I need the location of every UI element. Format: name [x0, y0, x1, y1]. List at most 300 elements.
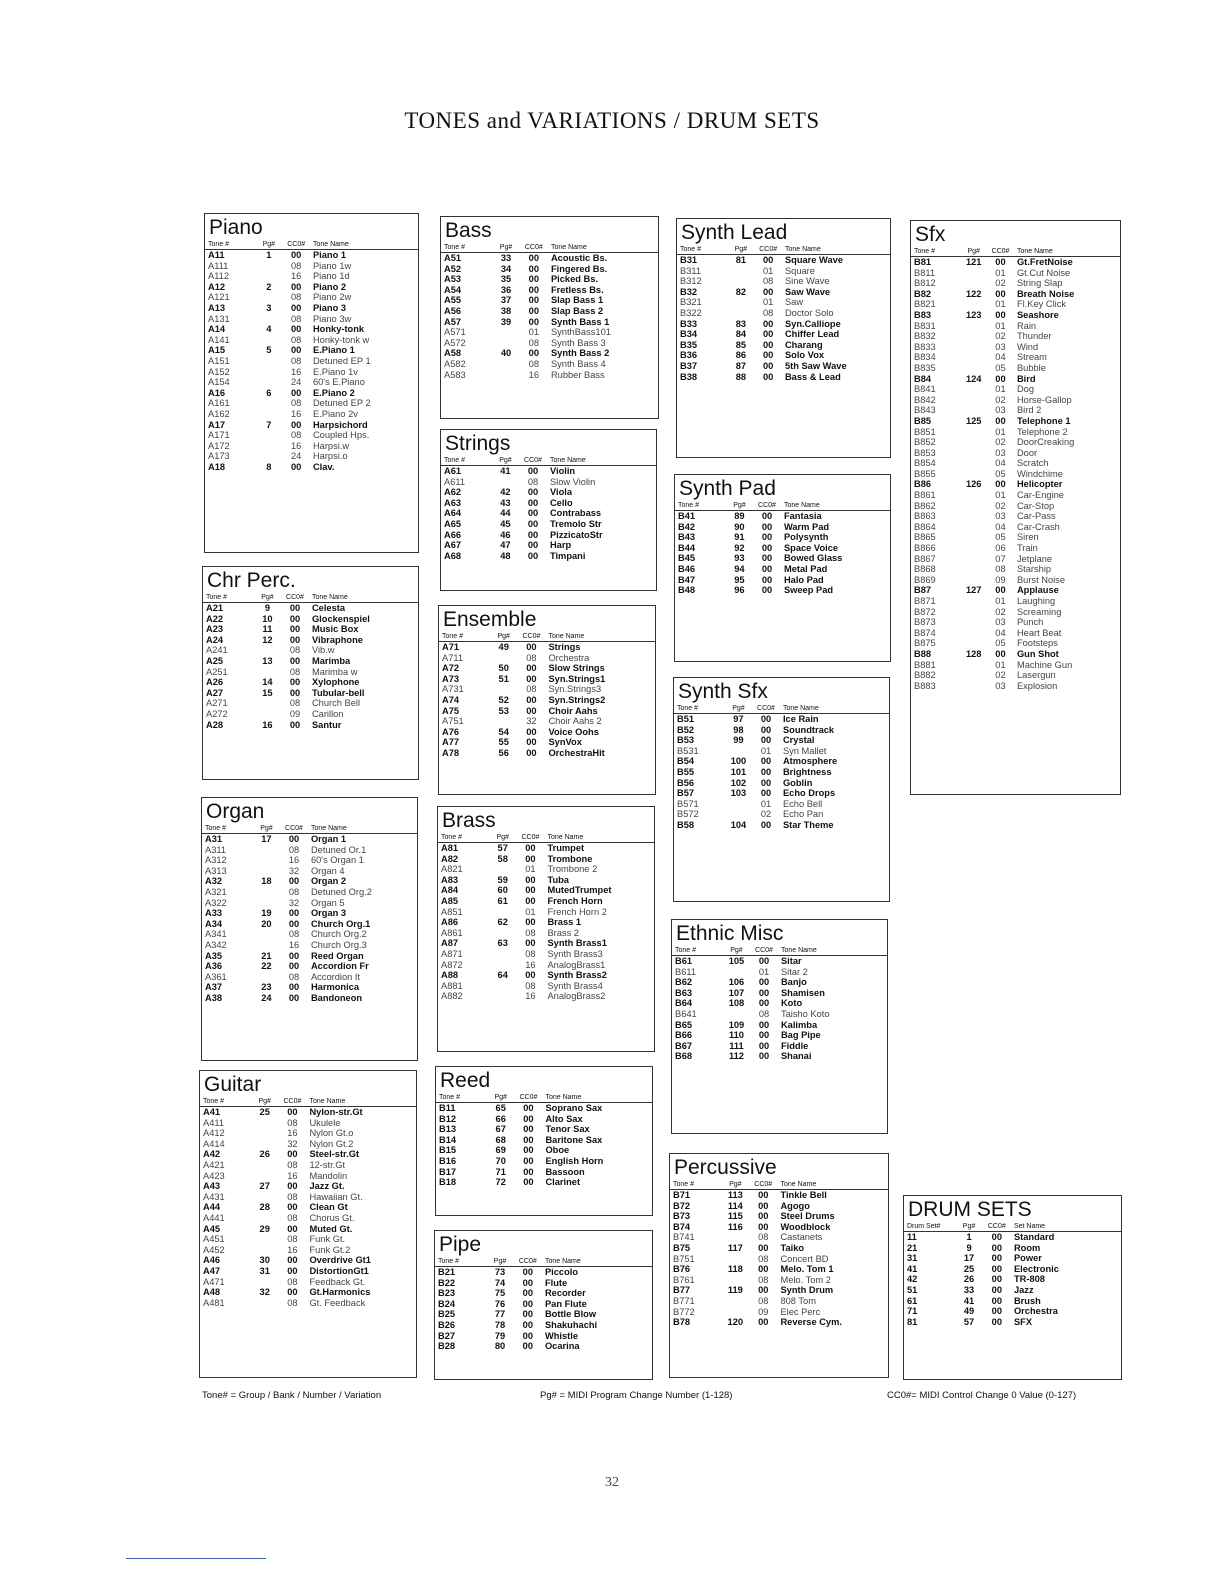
table-row: [911, 299, 1120, 310]
tone-number: B321: [680, 297, 702, 308]
cc0-value: 08: [290, 334, 302, 345]
program-number: 24: [261, 992, 272, 1003]
column-header: Tone Name: [781, 946, 887, 956]
program-number: 74: [494, 1277, 506, 1288]
table-row: [439, 663, 655, 674]
cc0-value: 04: [995, 521, 1006, 532]
tone-name: Fantasia: [783, 511, 822, 521]
program-number: 89: [734, 511, 745, 521]
cc0-value: 01: [995, 320, 1006, 331]
tone-number: A571: [444, 327, 466, 338]
column-header: Pg#: [258, 240, 279, 250]
section-title: Reed: [440, 1069, 491, 1092]
table-row: [911, 532, 1120, 543]
tone-name: PizzicatoStr: [549, 529, 603, 540]
program-number: [495, 327, 516, 338]
column-header: CC0#: [517, 243, 551, 253]
program-number: 77: [494, 1309, 506, 1320]
tone-number: B751: [673, 1253, 695, 1264]
cc0-value: 00: [290, 250, 302, 260]
tone-table: [441, 243, 658, 380]
table-row: [911, 416, 1120, 427]
column-header: CC0#: [513, 833, 547, 843]
table-row: [436, 1135, 652, 1146]
cc0-value: 00: [290, 281, 302, 292]
cc0-value: 00: [758, 1019, 770, 1030]
cc0-value: 00: [287, 1255, 298, 1266]
program-number: 38: [500, 305, 512, 316]
program-number: [257, 709, 278, 720]
program-number: 60: [497, 885, 508, 896]
tone-number: B41: [678, 511, 696, 521]
program-number: 76: [494, 1298, 506, 1309]
program-number: 58: [497, 853, 508, 864]
program-number: 61: [497, 895, 508, 906]
table-row: [911, 511, 1120, 522]
program-number: [492, 949, 513, 960]
tone-number: A68: [444, 550, 462, 561]
table-row: [911, 331, 1120, 342]
cc0-value: 00: [991, 1284, 1002, 1295]
table-row: [205, 314, 418, 325]
tone-number: A751: [442, 716, 464, 727]
table-row: [675, 522, 890, 533]
cc0-value: 00: [527, 550, 539, 561]
column-header: Tone Name: [1017, 247, 1120, 257]
tone-name: Shanai: [780, 1051, 812, 1062]
tone-number: B862: [914, 500, 936, 511]
tone-number: B641: [675, 1008, 697, 1019]
table-row: [439, 716, 655, 727]
tone-number: A35: [205, 950, 223, 961]
program-number: 49: [498, 642, 509, 652]
program-number: 9: [264, 603, 271, 613]
tone-number: B872: [914, 606, 936, 617]
cc0-value: 00: [527, 529, 539, 540]
cc0-value: 00: [289, 677, 301, 688]
section-pipe: [434, 1230, 653, 1380]
table-row: [438, 938, 654, 949]
tone-name: Ice Rain: [782, 714, 819, 724]
table-row: [200, 1298, 416, 1309]
tone-name: Synth Brass1: [547, 938, 607, 949]
program-number: 52: [498, 694, 509, 705]
tone-number: A871: [441, 948, 463, 959]
program-number: 70: [495, 1155, 506, 1166]
tone-number: B54: [677, 756, 695, 767]
table-row: [205, 282, 418, 293]
tone-number: A11: [208, 250, 225, 260]
tone-name: Synth Brass2: [547, 970, 607, 981]
table-row: [438, 896, 654, 907]
tone-name: Acoustic Bs.: [550, 253, 608, 263]
table-row: [670, 1285, 888, 1296]
program-number: [254, 1213, 275, 1224]
cc0-value: 01: [525, 906, 536, 917]
cc0-value: 00: [528, 274, 539, 285]
tone-name: Crystal: [782, 735, 815, 746]
cc0-value: 08: [290, 398, 302, 409]
tone-name: Dog: [1016, 384, 1035, 395]
table-row: [677, 361, 890, 372]
program-number: [725, 1296, 747, 1307]
program-number: 33: [500, 253, 512, 263]
cc0-value: 08: [287, 1212, 298, 1223]
cc0-value: 08: [762, 307, 774, 318]
tone-name: Feedback Gt.: [309, 1276, 366, 1287]
program-number: [730, 266, 751, 277]
cc0-value: 05: [995, 362, 1006, 373]
tone-name: Detuned EP 1: [312, 355, 371, 366]
table-row: [441, 370, 658, 381]
tone-number: B87: [914, 585, 932, 596]
tone-name: Goblin: [782, 777, 813, 788]
cc0-value: 00: [523, 1124, 534, 1135]
program-number: [963, 617, 984, 628]
tone-number: B11: [439, 1103, 456, 1113]
program-number: [258, 335, 279, 346]
table-row: [202, 898, 417, 909]
cc0-value: 03: [995, 341, 1006, 352]
tone-name: Bassoon: [545, 1166, 585, 1177]
cc0-value: 00: [762, 339, 774, 350]
cc0-value: 16: [525, 991, 536, 1002]
cc0-value: 00: [760, 819, 772, 830]
cc0-value: 00: [991, 1232, 1002, 1242]
tone-name: Clav.: [312, 461, 335, 472]
cc0-value: 08: [528, 358, 539, 369]
tone-name: OrchestraHit: [548, 747, 605, 758]
tone-table: [670, 1180, 888, 1328]
program-number: 1: [266, 250, 272, 260]
tone-name: Synth Brass4: [547, 980, 603, 991]
table-row: [200, 1128, 416, 1139]
program-number: [963, 458, 984, 469]
cc0-value: 00: [526, 642, 537, 652]
tone-number: A86: [441, 917, 459, 928]
tone-name: Koto: [780, 998, 803, 1009]
program-number: 11: [262, 624, 273, 635]
table-row: [904, 1296, 1121, 1307]
cc0-value: 00: [758, 1200, 769, 1211]
tone-table: [677, 245, 890, 382]
program-number: 40: [500, 348, 512, 359]
column-header: CC0#: [749, 704, 783, 714]
cc0-value: 00: [528, 295, 539, 306]
tone-name: Jetplane: [1016, 553, 1053, 564]
tone-table: [202, 824, 417, 1004]
table-row: [672, 956, 887, 967]
program-number: 127: [965, 585, 982, 596]
program-number: [492, 991, 513, 1002]
program-number: [256, 972, 277, 983]
table-row: [675, 585, 890, 596]
cc0-value: 00: [523, 1103, 534, 1113]
tone-name: Saw Wave: [784, 286, 831, 297]
tone-number: B65: [675, 1019, 693, 1030]
tone-name: Star Theme: [782, 819, 834, 830]
tone-number: B48: [678, 585, 696, 596]
table-row: [911, 607, 1120, 618]
program-number: 49: [963, 1306, 975, 1317]
footer-cc0-legend: CC0#= MIDI Control Change 0 Value (0-127): [887, 1390, 1077, 1401]
tone-number: A73: [442, 673, 460, 684]
column-header: Tone Name: [551, 243, 658, 253]
tone-number: B24: [438, 1298, 456, 1309]
cc0-value: 00: [288, 918, 300, 929]
program-number: [963, 352, 984, 363]
tone-number: B61: [675, 956, 693, 966]
column-header: CC0#: [514, 632, 548, 642]
tone-number: A172: [208, 440, 230, 451]
tone-number: B843: [914, 405, 936, 416]
cc0-value: 03: [995, 680, 1006, 691]
section-title: Synth Pad: [679, 477, 776, 500]
table-row: [677, 329, 890, 340]
tone-number: A872: [441, 959, 463, 970]
table-row: [436, 1103, 652, 1114]
program-number: [258, 377, 279, 388]
cc0-value: 00: [522, 1319, 533, 1330]
program-number: 57: [497, 843, 508, 853]
table-row: [911, 522, 1120, 533]
cc0-value: 08: [525, 948, 536, 959]
cc0-value: 00: [761, 585, 773, 596]
section-title: Guitar: [204, 1073, 262, 1096]
tone-number: A23: [206, 624, 224, 635]
program-number: 126: [965, 479, 982, 490]
table-row: [911, 596, 1120, 607]
table-row: [205, 356, 418, 367]
cc0-value: 08: [290, 430, 302, 441]
cc0-value: 00: [995, 309, 1006, 320]
tone-number: B572: [677, 809, 699, 820]
cc0-value: 00: [526, 737, 537, 748]
tone-number: A141: [208, 334, 230, 345]
tone-number: B42: [678, 521, 696, 532]
table-row: [200, 1213, 416, 1224]
tone-table: [200, 1097, 416, 1308]
cc0-value: 08: [288, 971, 300, 982]
program-number: 53: [498, 705, 509, 716]
program-number: [258, 409, 279, 420]
tone-name: Doctor Solo: [784, 307, 834, 318]
program-number: [495, 359, 516, 370]
tone-number: A71: [442, 642, 460, 652]
tone-name: Melo. Tom 2: [780, 1274, 831, 1285]
tone-number: A611: [444, 476, 466, 487]
tone-number: A881: [441, 980, 463, 991]
tone-number: A44: [203, 1202, 221, 1213]
table-row: [202, 919, 417, 930]
tone-name: Accordion It: [310, 971, 361, 982]
tone-table: [205, 240, 418, 472]
tone-table: [439, 632, 655, 759]
tone-number: A47: [203, 1265, 221, 1276]
table-row: [677, 319, 890, 330]
program-number: 75: [494, 1288, 506, 1299]
cc0-value: 08: [758, 1232, 769, 1243]
table-row: [441, 264, 658, 275]
tone-number: B62: [675, 977, 693, 988]
program-number: 93: [734, 553, 745, 564]
table-row: [670, 1232, 888, 1243]
table-row: [205, 451, 418, 462]
cc0-value: 32: [288, 897, 300, 908]
tone-name: Marimba: [311, 655, 351, 666]
table-row: [205, 250, 418, 261]
tone-name: Timpani: [549, 550, 586, 561]
program-number: 65: [495, 1103, 506, 1113]
tone-name: Sitar: [780, 956, 802, 966]
column-header: CC0#: [511, 1257, 545, 1267]
cc0-value: 08: [525, 980, 536, 991]
tone-number: A22: [206, 613, 224, 624]
program-number: 13: [262, 655, 273, 666]
cc0-value: 00: [522, 1330, 533, 1341]
tone-name: Funk Gt.: [309, 1234, 346, 1245]
tone-name: Tenor Sax: [545, 1124, 590, 1135]
tone-number: B841: [914, 384, 936, 395]
table-row: [436, 1124, 652, 1135]
tone-table: [911, 247, 1120, 691]
cc0-value: 04: [995, 458, 1006, 469]
tone-name: Fretless Bs.: [550, 284, 604, 295]
tone-number: A12: [208, 281, 226, 292]
cc0-value: 00: [290, 345, 302, 356]
cc0-value: 08: [289, 645, 301, 656]
cc0-value: 00: [526, 705, 537, 716]
cc0-value: 00: [528, 284, 539, 295]
cc0-value: 00: [289, 655, 301, 666]
program-number: [258, 271, 279, 282]
program-number: 18: [261, 876, 272, 887]
column-header: CC0#: [279, 240, 313, 250]
table-row: [203, 624, 418, 635]
table-row: [439, 684, 655, 695]
program-number: [963, 384, 984, 395]
tone-name: Starship: [1016, 564, 1052, 575]
table-row: [200, 1107, 416, 1118]
program-number: 27: [259, 1181, 270, 1192]
cc0-value: 00: [525, 970, 536, 981]
column-header: Tone #: [675, 501, 729, 511]
tone-number: B531: [677, 745, 699, 756]
cc0-value: 00: [995, 257, 1006, 267]
tone-number: B76: [673, 1264, 691, 1275]
program-number: 83: [735, 318, 747, 329]
table-row: [200, 1255, 416, 1266]
program-number: 69: [495, 1145, 506, 1156]
tone-name: Orchestra: [548, 652, 590, 663]
tone-number: B78: [673, 1317, 691, 1328]
table-row: [441, 540, 656, 551]
cc0-value: 00: [287, 1223, 298, 1234]
tone-name: Echo Pan: [782, 809, 824, 820]
table-row: [911, 479, 1120, 490]
section-title: DRUM SETS: [908, 1198, 1032, 1221]
program-number: [254, 1234, 275, 1245]
cc0-value: 00: [290, 387, 302, 398]
tone-number: A121: [208, 292, 230, 303]
table-row: [672, 967, 887, 978]
tone-name: Shamisen: [780, 987, 825, 998]
page-title: TONES and VARIATIONS / DRUM SETS: [404, 108, 820, 133]
program-number: 94: [734, 563, 745, 574]
table-row: [435, 1309, 652, 1320]
tone-name: Organ 2: [310, 876, 347, 887]
column-header: Tone #: [202, 824, 256, 834]
table-row: [911, 628, 1120, 639]
program-number: [492, 960, 513, 971]
table-row: [203, 698, 418, 709]
tone-name: Glockenspiel: [311, 613, 370, 624]
table-row: [904, 1306, 1121, 1317]
tone-number: B835: [914, 362, 936, 373]
tone-name: Telephone 2: [1016, 426, 1068, 437]
tone-number: B312: [680, 276, 702, 287]
cc0-value: 03: [995, 511, 1006, 522]
tone-number: A28: [206, 719, 224, 730]
tone-name: Honky-tonk w: [312, 334, 370, 345]
tone-name: Flute: [544, 1277, 568, 1288]
program-number: [963, 522, 984, 533]
tone-name: Syn.Strings1: [548, 673, 606, 684]
tone-number: 21: [907, 1242, 918, 1253]
column-header: Tone Name: [785, 245, 890, 255]
tone-number: B834: [914, 352, 936, 363]
table-row: [435, 1267, 652, 1278]
cc0-value: 00: [526, 694, 537, 705]
program-number: 100: [730, 756, 747, 767]
tone-number: A76: [442, 726, 460, 737]
tone-number: B821: [914, 299, 936, 310]
program-number: 35: [500, 274, 512, 285]
column-header: Set Name: [1014, 1222, 1121, 1232]
tone-name: Choir Aahs 2: [548, 716, 602, 727]
program-number: 109: [728, 1019, 745, 1030]
program-number: [963, 331, 984, 342]
cc0-value: 00: [758, 1030, 770, 1041]
tone-number: A14: [208, 324, 226, 335]
section-title: Percussive: [674, 1156, 777, 1179]
program-number: 2: [266, 281, 272, 292]
tone-number: A85: [441, 895, 459, 906]
program-number: [963, 511, 984, 522]
cc0-value: 08: [290, 292, 302, 303]
table-row: [439, 674, 655, 685]
tone-name: Echo Drops: [782, 788, 836, 799]
tone-name: Sweep Pad: [783, 585, 834, 596]
tone-number: A45: [203, 1223, 221, 1234]
tone-table: [203, 593, 418, 730]
program-number: 54: [498, 726, 509, 737]
program-number: [963, 670, 984, 681]
tone-number: A48: [203, 1287, 221, 1298]
tone-name: Mandolin: [309, 1170, 348, 1181]
program-number: 86: [735, 350, 747, 361]
program-number: [256, 887, 277, 898]
cc0-value: 00: [526, 747, 537, 758]
tone-number: B45: [678, 553, 696, 564]
tone-number: A43: [203, 1181, 221, 1192]
cc0-value: 00: [758, 1040, 770, 1051]
column-header: CC0#: [277, 824, 311, 834]
cc0-value: 00: [290, 302, 302, 313]
table-row: [203, 645, 418, 656]
column-header: Tone Name: [550, 456, 656, 466]
table-row: [670, 1190, 888, 1201]
